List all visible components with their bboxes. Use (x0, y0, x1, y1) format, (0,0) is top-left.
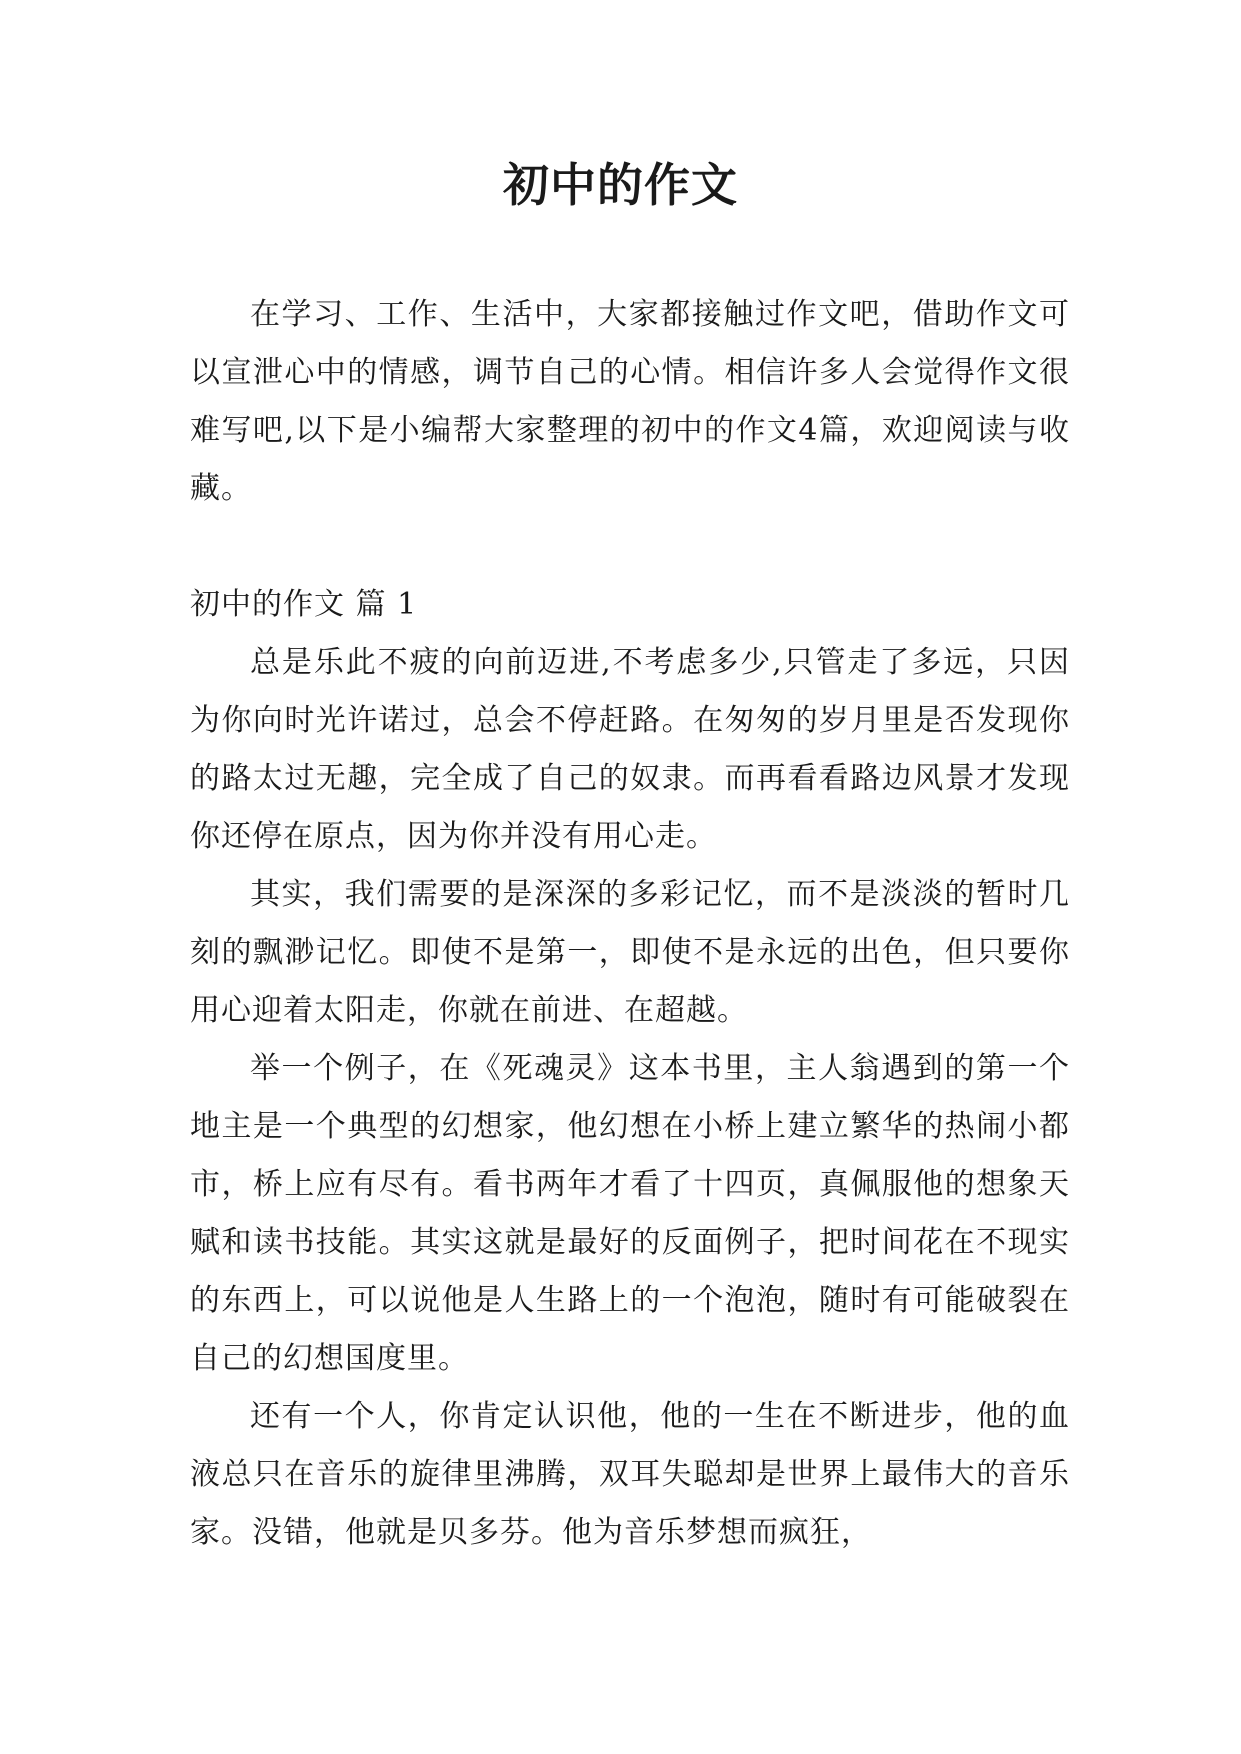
intro-paragraph: 在学习、工作、生活中，大家都接触过作文吧，借助作文可以宣泄心中的情感，调节自己的心情。相信许多人会觉得作文很难写吧,以下是小编帮大家整理的初中的作文4篇，欢迎阅读与收藏。 (190, 297, 1070, 506)
body-paragraph: 其实，我们需要的是深深的多彩记忆，而不是淡淡的暂时几刻的飘渺记忆。即使不是第一，即使不是永远的出色，但只要你用心迎着太阳走，你就在前进、在超越。 (190, 877, 1070, 1028)
body-paragraph: 总是乐此不疲的向前迈进,不考虑多少,只管走了多远，只因为你向时光许诺过，总会不停赶路。在匆匆的岁月里是否发现你的路太过无趣，完全成了自己的奴隶。而再看看路边风景才发现你还停在原点，因为你并没有用心走。 (190, 645, 1070, 854)
body-paragraph: 还有一个人，你肯定认识他，他的一生在不断进步，他的血液总只在音乐的旋律里沸腾，双耳失聪却是世界上最伟大的音乐家。没错，他就是贝多芬。他为音乐梦想而疯狂， (190, 1399, 1070, 1550)
document-body (190, 286, 1070, 1562)
document-title: 初中的作文 (503, 158, 738, 212)
body-paragraph: 举一个例子，在《死魂灵》这本书里，主人翁遇到的第一个地主是一个典型的幻想家，他幻想在小桥上建立繁华的热闹小都市，桥上应有尽有。看书两年才看了十四页，真佩服他的想象天赋和读书技能。其实这就是最好的反面例子，把时间花在不现实的东西上，可以说他是人生路上的一个泡泡，随时有可能破裂在自己的幻想国度里。 (190, 1051, 1070, 1376)
section-heading: 初中的作文 篇 1 (190, 587, 418, 622)
